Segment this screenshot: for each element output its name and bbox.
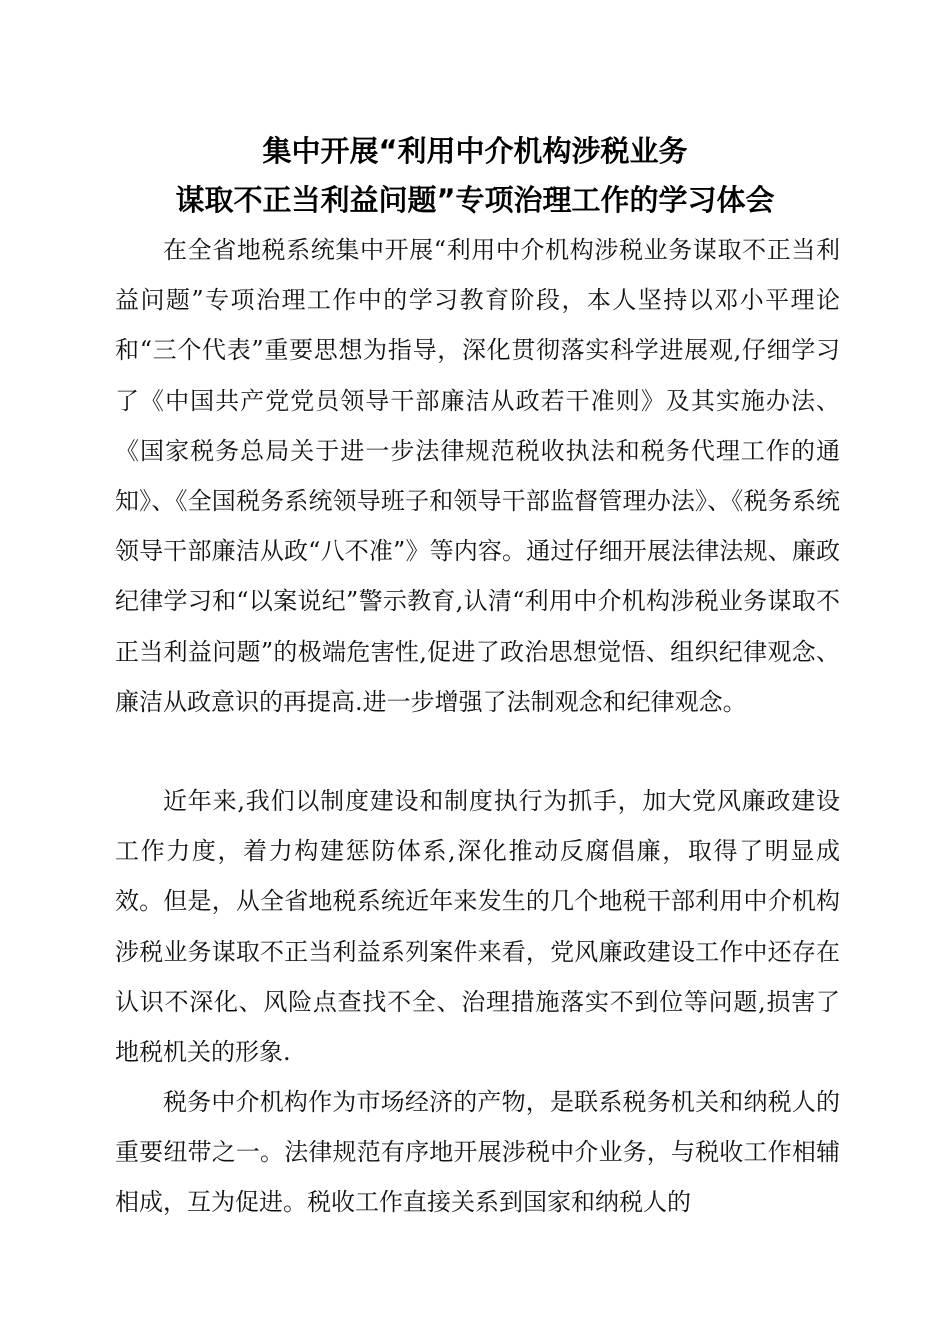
document-title-line-2: 谋取不正当利益问题”专项治理工作的学习体会 — [175, 183, 775, 217]
body-paragraph-3: 税务中介机构作为市场经济的产物，是联系税务机关和纳税人的重要纽带之一。法律规范有序地开展涉税中介业务，与税收工作相辅相成，互为促进。税收工作直接关系到国家和纳税人的 — [115, 1088, 840, 1217]
body-paragraph-1: 在全省地税系统集中开展“利用中介机构涉税业务谋取不正当利益问题”专项治理工作中的学习教育阶段，本人坚持以邓小平理论和“三个代表”重要思想为指导，深化贯彻落实科学进展观,仔细学习了《中国共产党党员领导干部廉洁从政若干准则》及其实施办法、《国家税务总局关于进一步法律规范税收执法和税务代理工作的通知》、《全国税务系统领导班子和领导干部监督管理办法》、《税务系统领导干部廉洁从政“八不准”》等内容。通过仔细开展法律法规、廉政纪律学习和“以案说纪”警示教育,认清“利用中介机构涉税业务谋取不正当利益问题”的极端危害性,促进了政治思想觉悟、组织纪律观念、廉洁从政意识的再提高.进一步增强了法制观念和纪律观念。 — [115, 236, 840, 716]
body-paragraph-2: 近年来,我们以制度建设和制度执行为抓手，加大党风廉政建设工作力度，着力构建惩防体系,深化推动反腐倡廉，取得了明显成效。但是，从全省地税系统近年来发生的几个地税干部利用中介机构涉税业务谋取不正当利益系列案件来看，党风廉政建设工作中还存在认识不深化、风险点查找不全、治理措施落实不到位等问题,损害了地税机关的形象. — [115, 787, 840, 1067]
document-title-line-1: 集中开展“利用中介机构涉税业务 — [262, 134, 688, 168]
